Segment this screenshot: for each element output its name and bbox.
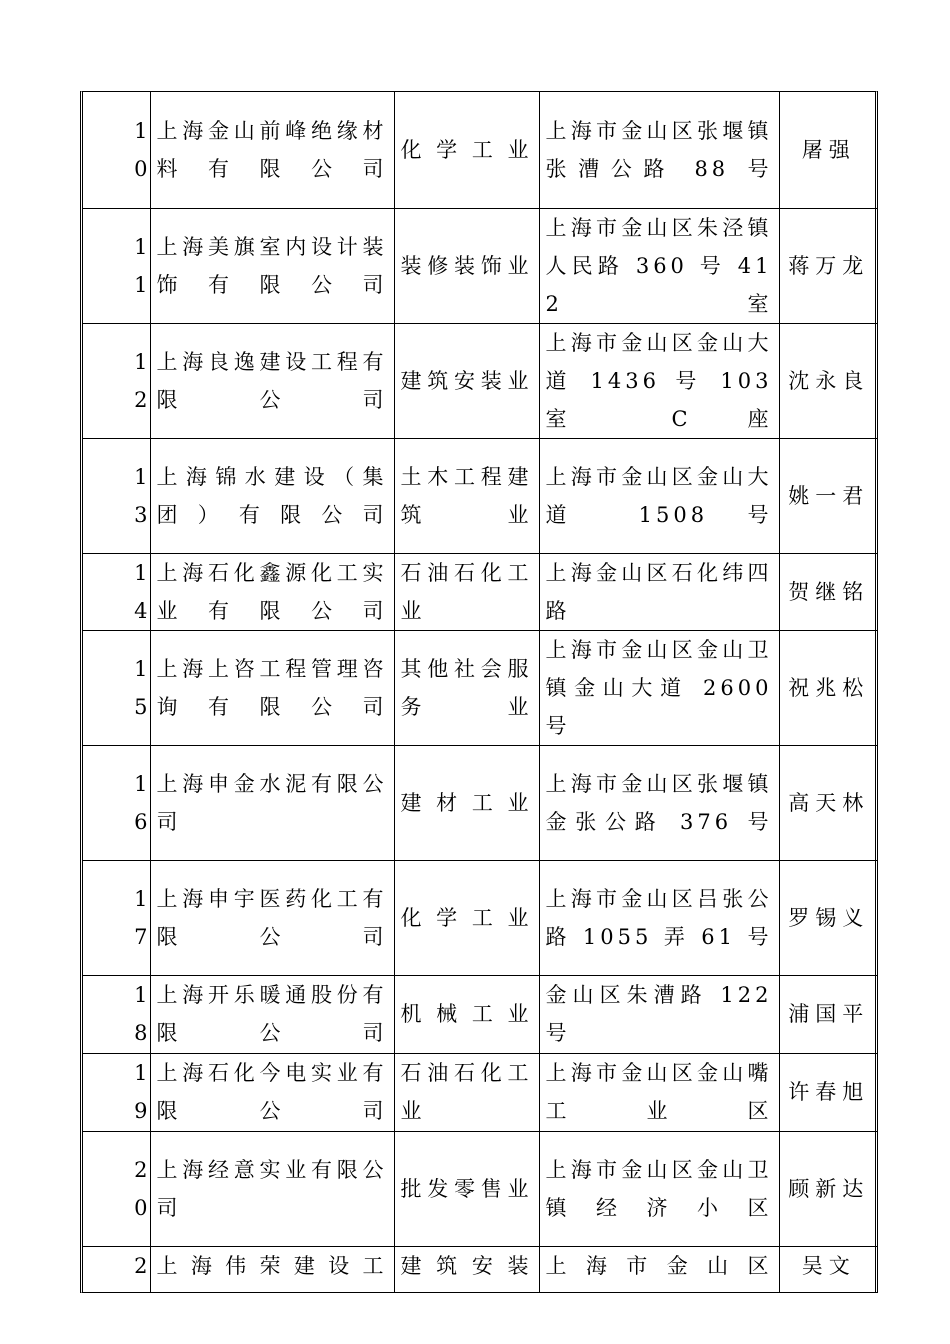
industry: 装修装饰业: [394, 208, 539, 323]
company-name: 上海伟荣建设工: [150, 1246, 394, 1292]
industry: 建筑安装业: [394, 323, 539, 438]
row-number: 1 8: [83, 975, 150, 1053]
row-number: 1 1: [83, 208, 150, 323]
address: 上海市金山区: [539, 1246, 779, 1292]
industry: 化学工业: [394, 92, 539, 208]
industry: 机械工业: [394, 975, 539, 1053]
legal-person: 顾新达: [779, 1131, 878, 1246]
legal-person: 罗锡义: [779, 860, 878, 975]
address: 上海市金山区张堰镇张漕公路 88 号: [539, 92, 779, 208]
industry: 土木工程建筑业: [394, 438, 539, 553]
table-row: [83, 860, 878, 975]
row-number: 1 2: [83, 323, 150, 438]
table-row: [83, 553, 878, 630]
address: 上海市金山区金山大道 1436 号 103 室 C 座: [539, 323, 779, 438]
company-name: 上海经意实业有限公司: [150, 1131, 394, 1246]
industry: 批发零售业: [394, 1131, 539, 1246]
row-number: 1 5: [83, 630, 150, 745]
address: 上海市金山区金山嘴工业区: [539, 1053, 779, 1131]
row-number: 1 4: [83, 553, 150, 630]
row-number: 2 0: [83, 1131, 150, 1246]
industry: 化学工业: [394, 860, 539, 975]
address: 金山区朱漕路 122 号: [539, 975, 779, 1053]
legal-person: 姚一君: [779, 438, 878, 553]
legal-person: 屠强: [779, 92, 878, 208]
table-row: [83, 630, 878, 745]
address: 上海市金山区张堰镇金张公路 376 号: [539, 745, 779, 860]
address: 上海市金山区金山卫镇金山大道 2600 号: [539, 630, 779, 745]
company-name: 上海良逸建设工程有限公司: [150, 323, 394, 438]
legal-person: 祝兆松: [779, 630, 878, 745]
legal-person: 吴文: [779, 1246, 878, 1292]
legal-person: 贺继铭: [779, 553, 878, 630]
company-name: 上海石化鑫源化工实业有限公司: [150, 553, 394, 630]
address: 上海市金山区吕张公路 1055 弄 61 号: [539, 860, 779, 975]
table-row: [83, 1131, 878, 1246]
table-row: [83, 92, 878, 208]
table-row: [83, 1053, 878, 1131]
table-row: [83, 323, 878, 438]
row-number: 1 6: [83, 745, 150, 860]
row-number: 1 7: [83, 860, 150, 975]
industry: 其他社会服务业: [394, 630, 539, 745]
address: 上海市金山区金山卫镇经济小区: [539, 1131, 779, 1246]
row-number: 1 3: [83, 438, 150, 553]
row-number: 1 9: [83, 1053, 150, 1131]
company-name: 上海金山前峰绝缘材料有限公司: [150, 92, 394, 208]
table-row: [83, 208, 878, 323]
company-name: 上海申金水泥有限公司: [150, 745, 394, 860]
company-name: 上海开乐暖通股份有限公司: [150, 975, 394, 1053]
industry: 建材工业: [394, 745, 539, 860]
row-number: 1 0: [83, 92, 150, 208]
table-row: [83, 975, 878, 1053]
company-table: [83, 92, 878, 1293]
address: 上海金山区石化纬四路: [539, 553, 779, 630]
company-name: 上海锦水建设（集团）有限公司: [150, 438, 394, 553]
industry: 建筑安装: [394, 1246, 539, 1292]
legal-person: 蒋万龙: [779, 208, 878, 323]
legal-person: 沈永良: [779, 323, 878, 438]
table-row: [83, 745, 878, 860]
company-name: 上海美旗室内设计装饰有限公司: [150, 208, 394, 323]
industry: 石油石化工业: [394, 1053, 539, 1131]
address: 上海市金山区金山大道 1508 号: [539, 438, 779, 553]
industry: 石油石化工业: [394, 553, 539, 630]
legal-person: 高天林: [779, 745, 878, 860]
company-name: 上海石化今电实业有限公司: [150, 1053, 394, 1131]
legal-person: 许春旭: [779, 1053, 878, 1131]
company-name: 上海上咨工程管理咨询有限公司: [150, 630, 394, 745]
company-table-frame: [80, 91, 878, 1293]
table-row: [83, 438, 878, 553]
legal-person: 浦国平: [779, 975, 878, 1053]
address: 上海市金山区朱泾镇人民路 360 号 412 室: [539, 208, 779, 323]
company-name: 上海申宇医药化工有限公司: [150, 860, 394, 975]
row-number: 2: [83, 1246, 150, 1292]
table-row: [83, 1246, 878, 1292]
